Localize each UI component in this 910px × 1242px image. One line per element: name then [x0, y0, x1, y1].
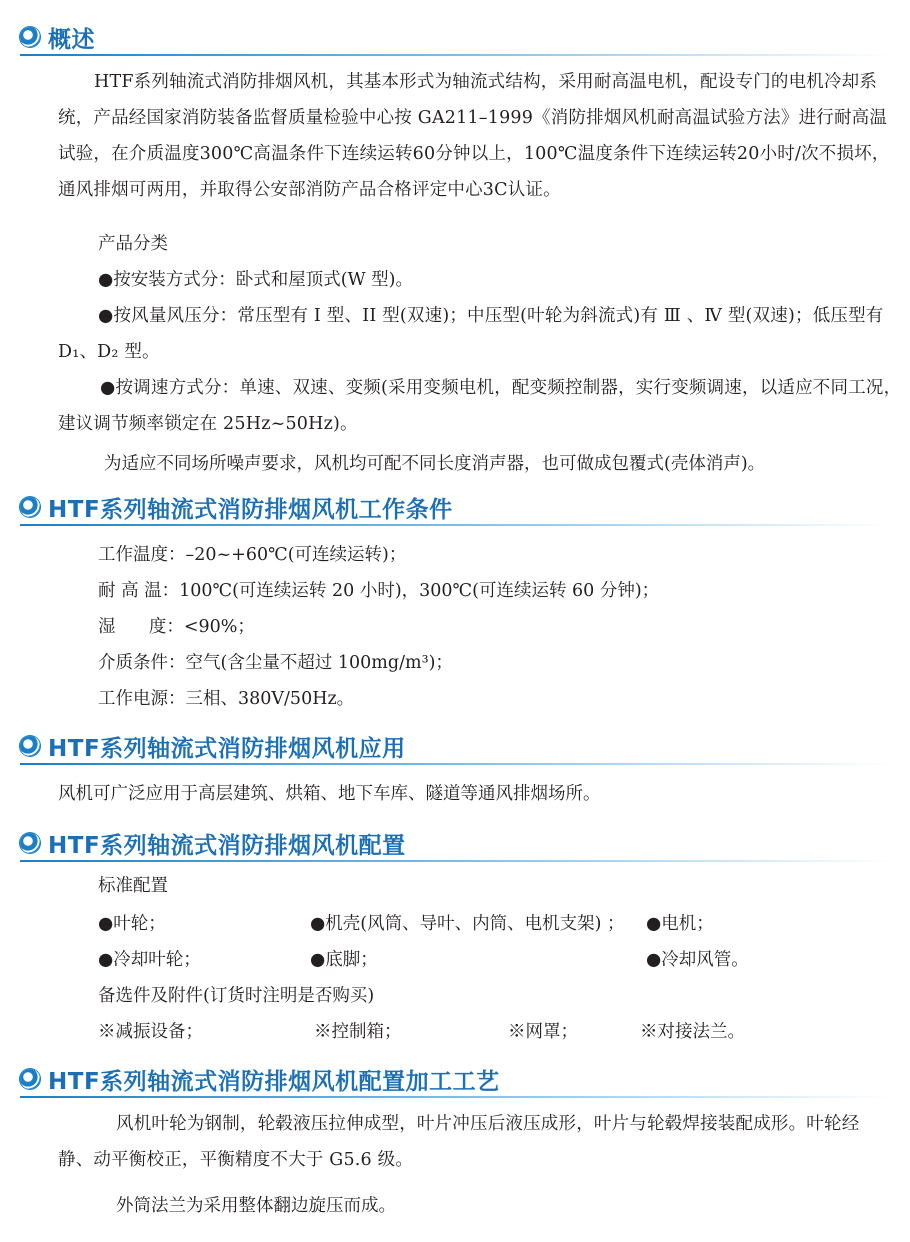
- section-title: HTF系列轴流式消防排烟风机应用: [48, 735, 406, 762]
- overview-text: HTF系列轴流式消防排烟风机，其基本形式为轴流式结构，采用耐高温电机，配设专门的电机冷却系统，产品经国家消防装备监督质量检验中心按 GA211–1999《消防排烟风机耐高温试验方法》进行耐高温试验，在介质温度300℃高温条件下连续运转60分钟以上，100℃温度条件下连续运转20小时/次不损坏，通风排烟可两用，并取得公安部消防产品合格评定中心3C认证。: [58, 72, 890, 200]
- section-header-conditions: [20, 490, 890, 526]
- section-header-config: [20, 826, 890, 862]
- config-item-base: ●底脚；: [310, 950, 378, 970]
- process-text: 风机叶轮为钢制，轮毂液压拉伸成型，叶片冲压后液压成形，叶片与轮毂焊接装配成形。叶轮经静、动平衡校正，平衡精度不大于 G5.6 级。: [58, 1114, 860, 1170]
- optional-item-flange: ※对接法兰。: [640, 1022, 745, 1042]
- config-item-motor: ●电机；: [646, 914, 714, 934]
- condition-high-temp: 耐 高 温：100℃(可连续运转 20 小时)，300℃(可连续运转 60 分钟)；: [98, 581, 660, 601]
- condition-temperature: 工作温度：–20~+60℃(可连续运转)；: [98, 545, 407, 565]
- optional-item-control-box: ※控制箱；: [314, 1022, 402, 1042]
- condition-medium: 介质条件：空气(含尘量不超过 100mg/m³)；: [98, 653, 453, 673]
- section-title: 概述: [48, 26, 95, 53]
- condition-power: 工作电源：三相、380V/50Hz。: [98, 689, 355, 709]
- optional-item-damper: ※减振设备；: [98, 1022, 203, 1042]
- section-header-process: [20, 1062, 890, 1098]
- bullet-speed-text: ●按调速方式分：单速、双速、变频(采用变频电机，配变频控制器，实行变频调速，以适应不同工况，建议调节频率锁定在 25Hz~50Hz)。: [58, 378, 902, 434]
- bullet-circle-icon: [20, 736, 40, 756]
- bullet-circle-icon: [20, 27, 40, 47]
- flange-text: 外筒法兰为采用整体翻边旋压而成。: [116, 1196, 396, 1216]
- bullet-air-text: ●按风量风压分：常压型有 I 型、II 型(双速)；中压型(叶轮为斜流式)有 Ⅲ 、Ⅳ 型(双速)；低压型有 D₁、D₂ 型。: [58, 306, 884, 362]
- overview-paragraph: [58, 64, 903, 208]
- optional-item-mesh-cover: ※网罩；: [508, 1022, 578, 1042]
- bullet-circle-icon: [20, 1069, 40, 1089]
- noise-paragraph: 为适应不同场所噪声要求，风机均可配不同长度消声器，也可做成包覆式(壳体消声)。: [104, 454, 766, 474]
- section-header-overview: [20, 20, 890, 56]
- classification-heading: 产品分类: [98, 234, 168, 254]
- bullet-speed: [58, 370, 903, 442]
- config-item-casing: ●机壳(风筒、导叶、内筒、电机支架) ；: [310, 914, 625, 934]
- section-header-application: [20, 729, 890, 765]
- config-item-cooling-duct: ●冷却风管。: [646, 950, 749, 970]
- config-item-cooling-impeller: ●冷却叶轮；: [98, 950, 201, 970]
- bullet-circle-icon: [20, 833, 40, 853]
- optional-config-heading: 备选件及附件(订货时注明是否购买): [98, 986, 375, 1006]
- bullet-install: ●按安装方式分：卧式和屋顶式(W 型)。: [98, 270, 413, 290]
- bullet-air: [58, 298, 903, 370]
- standard-config-heading: 标准配置: [98, 876, 168, 896]
- config-item-impeller: ●叶轮；: [98, 914, 166, 934]
- bullet-circle-icon: [20, 497, 40, 517]
- condition-humidity: 湿 度：<90%；: [98, 617, 255, 637]
- section-title: HTF系列轴流式消防排烟风机工作条件: [48, 496, 453, 523]
- application-text: 风机可广泛应用于高层建筑、烘箱、地下车库、隧道等通风排烟场所。: [58, 784, 601, 804]
- section-title: HTF系列轴流式消防排烟风机配置: [48, 832, 406, 859]
- section-title: HTF系列轴流式消防排烟风机配置加工工艺: [48, 1068, 500, 1095]
- process-paragraph: [58, 1106, 878, 1178]
